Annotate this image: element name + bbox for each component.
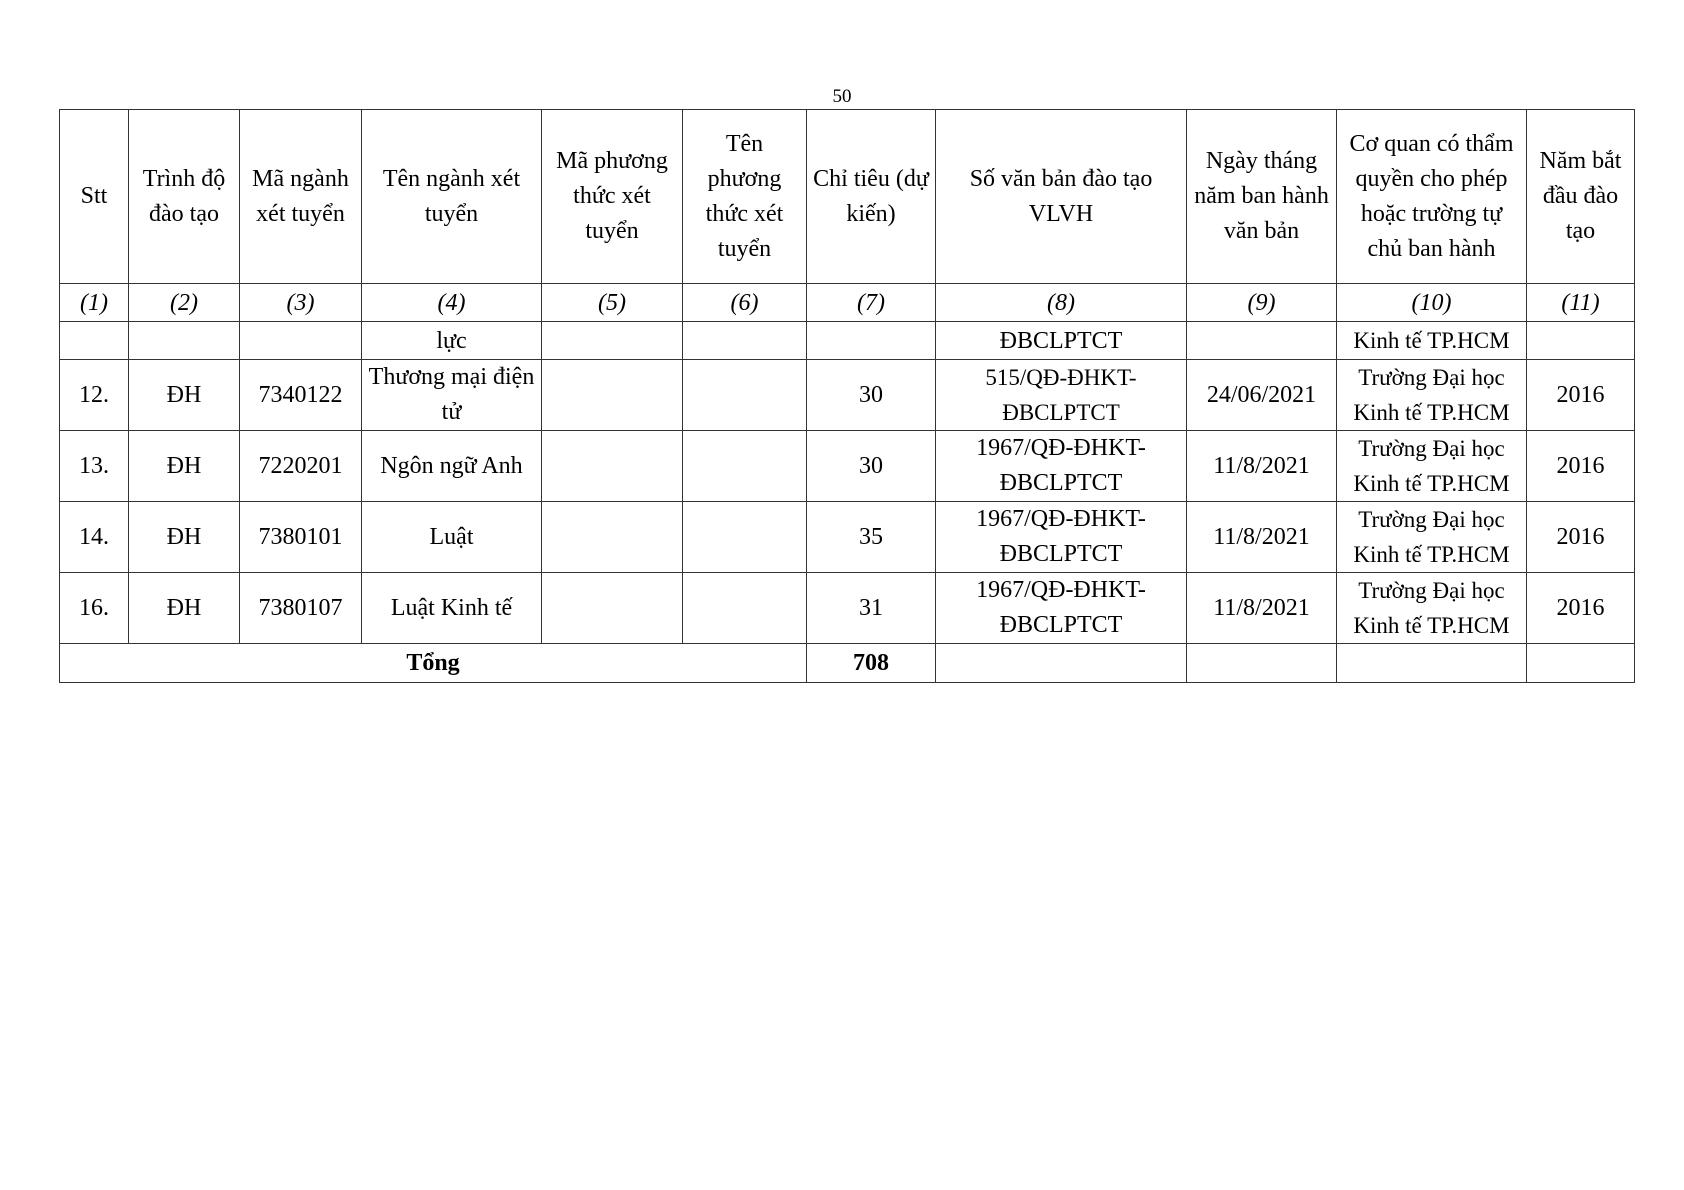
column-index: (1) — [60, 284, 129, 322]
header-method-name: Tên phương thức xét tuyển — [683, 110, 807, 284]
cell-document-no: 515/QĐ-ĐHKT-ĐBCLPTCT — [936, 360, 1187, 431]
cell-document-no: 1967/QĐ-ĐHKT-ĐBCLPTCT — [936, 502, 1187, 573]
cell-date: 11/8/2021 — [1187, 502, 1337, 573]
cell-start-year: 2016 — [1527, 360, 1635, 431]
cell-quota: 31 — [807, 573, 936, 644]
cell-date — [1187, 322, 1337, 360]
cell-date: 24/06/2021 — [1187, 360, 1337, 431]
cell-name: Thương mại điện tử — [362, 360, 542, 431]
cell-empty — [1187, 644, 1337, 683]
admission-table — [59, 109, 1635, 683]
cell-method-name — [683, 573, 807, 644]
cell-level: ĐH — [129, 573, 240, 644]
cell-name: Luật — [362, 502, 542, 573]
total-value: 708 — [807, 644, 936, 683]
table-row — [60, 502, 1635, 573]
cell-stt: 16. — [60, 573, 129, 644]
cell-stt: 14. — [60, 502, 129, 573]
cell-document-no: 1967/QĐ-ĐHKT-ĐBCLPTCT — [936, 573, 1187, 644]
cell-date: 11/8/2021 — [1187, 431, 1337, 502]
column-index: (8) — [936, 284, 1187, 322]
column-index: (2) — [129, 284, 240, 322]
cell-name: Luật Kinh tế — [362, 573, 542, 644]
total-label: Tổng — [60, 644, 807, 683]
cell-stt: 12. — [60, 360, 129, 431]
cell-document-no: 1967/QĐ-ĐHKT-ĐBCLPTCT — [936, 431, 1187, 502]
column-index: (4) — [362, 284, 542, 322]
cell-authority: Trường Đại học Kinh tế TP.HCM — [1337, 431, 1527, 502]
header-document-no: Số văn bản đào tạo VLVH — [936, 110, 1187, 284]
header-name: Tên ngành xét tuyển — [362, 110, 542, 284]
header-level: Trình độ đào tạo — [129, 110, 240, 284]
header-row — [60, 110, 1635, 284]
cell-empty — [936, 644, 1187, 683]
header-start-year: Năm bắt đầu đào tạo — [1527, 110, 1635, 284]
table-row — [60, 573, 1635, 644]
cell-start-year — [1527, 322, 1635, 360]
column-index: (3) — [240, 284, 362, 322]
cell-name: Ngôn ngữ Anh — [362, 431, 542, 502]
column-index-row — [60, 284, 1635, 322]
cell-method-code — [542, 322, 683, 360]
cell-code: 7220201 — [240, 431, 362, 502]
cell-level — [129, 322, 240, 360]
cell-method-code — [542, 431, 683, 502]
cell-method-name — [683, 322, 807, 360]
table-row — [60, 360, 1635, 431]
page-number: 50 — [832, 86, 852, 107]
cell-start-year: 2016 — [1527, 573, 1635, 644]
column-index: (7) — [807, 284, 936, 322]
table-row — [60, 431, 1635, 502]
cell-authority: Trường Đại học Kinh tế TP.HCM — [1337, 573, 1527, 644]
header-quota: Chỉ tiêu (dự kiến) — [807, 110, 936, 284]
header-method-code: Mã phương thức xét tuyển — [542, 110, 683, 284]
cell-method-code — [542, 502, 683, 573]
cell-code: 7380107 — [240, 573, 362, 644]
cell-stt: 13. — [60, 431, 129, 502]
column-index: (6) — [683, 284, 807, 322]
column-index: (5) — [542, 284, 683, 322]
cell-method-name — [683, 502, 807, 573]
cell-document-no: ĐBCLPTCT — [936, 322, 1187, 360]
column-index: (10) — [1337, 284, 1527, 322]
column-index: (9) — [1187, 284, 1337, 322]
cell-level: ĐH — [129, 502, 240, 573]
header-stt: Stt — [60, 110, 129, 284]
cell-quota — [807, 322, 936, 360]
cell-name: lực — [362, 322, 542, 360]
cell-level: ĐH — [129, 431, 240, 502]
header-date: Ngày tháng năm ban hành văn bản — [1187, 110, 1337, 284]
header-code: Mã ngành xét tuyển — [240, 110, 362, 284]
cell-empty — [1337, 644, 1527, 683]
cell-method-code — [542, 573, 683, 644]
continuation-row — [60, 322, 1635, 360]
cell-method-name — [683, 360, 807, 431]
cell-authority: Trường Đại học Kinh tế TP.HCM — [1337, 360, 1527, 431]
cell-quota: 30 — [807, 431, 936, 502]
cell-quota: 35 — [807, 502, 936, 573]
total-row — [60, 644, 1635, 683]
column-index: (11) — [1527, 284, 1635, 322]
cell-level: ĐH — [129, 360, 240, 431]
cell-empty — [1527, 644, 1635, 683]
cell-quota: 30 — [807, 360, 936, 431]
cell-method-name — [683, 431, 807, 502]
cell-date: 11/8/2021 — [1187, 573, 1337, 644]
cell-method-code — [542, 360, 683, 431]
cell-start-year: 2016 — [1527, 431, 1635, 502]
cell-code — [240, 322, 362, 360]
cell-code: 7380101 — [240, 502, 362, 573]
cell-authority: Trường Đại học Kinh tế TP.HCM — [1337, 502, 1527, 573]
cell-code: 7340122 — [240, 360, 362, 431]
cell-stt — [60, 322, 129, 360]
cell-start-year: 2016 — [1527, 502, 1635, 573]
cell-authority: Kinh tế TP.HCM — [1337, 322, 1527, 360]
header-authority: Cơ quan có thẩm quyền cho phép hoặc trường tự chủ ban hành — [1337, 110, 1527, 284]
